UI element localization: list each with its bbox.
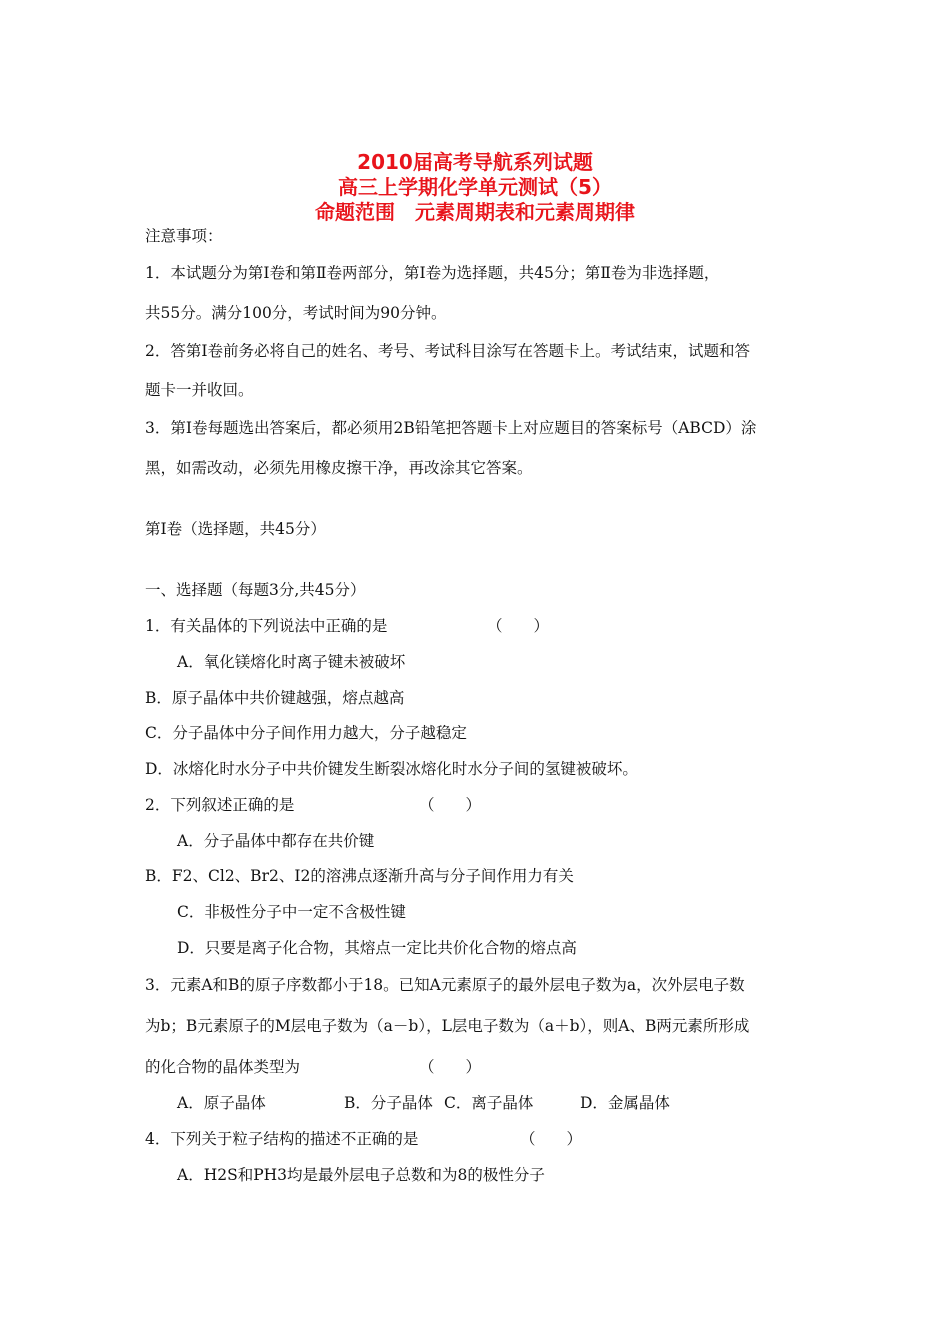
- question-1-answer-paren: （ ）: [487, 617, 550, 635]
- question-1-stem: 1．有关晶体的下列说法中正确的是: [145, 617, 388, 635]
- question-3-stem-line-3: 的化合物的晶体类型为: [145, 1058, 301, 1076]
- question-2-option-c: C．非极性分子中一定不含极性键: [177, 903, 406, 921]
- question-4-stem: 4．下列关于粒子结构的描述不正确的是: [145, 1130, 419, 1148]
- question-3-option-a: A．原子晶体: [177, 1094, 266, 1112]
- note-2-line-2: 题卡一并收回。: [145, 381, 254, 399]
- question-3-option-c: C．离子晶体: [444, 1094, 534, 1112]
- question-2-option-d: D．只要是离子化合物，其熔点一定比共价化合物的熔点高: [177, 939, 577, 957]
- note-3-line-1: 3．第Ⅰ卷每题选出答案后，都必须用2B铅笔把答题卡上对应题目的答案标号（ABCD）涂: [145, 419, 757, 437]
- question-3-option-d: D．金属晶体: [580, 1094, 670, 1112]
- question-2-answer-paren: （ ）: [419, 796, 482, 814]
- note-2-line-1: 2．答第Ⅰ卷前务必将自己的姓名、考号、考试科目涂写在答题卡上。考试结束，试题和答: [145, 342, 750, 360]
- note-3-line-2: 黑，如需改动，必须先用橡皮擦干净，再改涂其它答案。: [145, 459, 533, 477]
- note-1-line-2: 共55分。满分100分，考试时间为90分钟。: [145, 304, 447, 322]
- question-3-answer-paren: （ ）: [419, 1058, 482, 1076]
- title-block: [0, 150, 950, 225]
- question-1-option-b: B．原子晶体中共价键越强，熔点越高: [145, 689, 405, 707]
- question-1-option-a: A．氧化镁熔化时离子键未被破坏: [177, 653, 406, 671]
- question-3-stem-line-2: 为b；B元素原子的M层电子数为（a－b），L层电子数为（a＋b），则A、B两元素所形成: [145, 1017, 750, 1035]
- part-heading: 一、选择题（每题3分,共45分）: [145, 581, 366, 599]
- question-2-stem: 2．下列叙述正确的是: [145, 796, 295, 814]
- question-1-option-c: C．分子晶体中分子间作用力越大，分子越稳定: [145, 724, 467, 742]
- question-3-option-b: B．分子晶体: [344, 1094, 433, 1112]
- notes-heading: 注意事项：: [145, 227, 223, 245]
- question-2-option-a: A．分子晶体中都存在共价键: [177, 832, 375, 850]
- question-2-option-b: B．F2、Cl2、Br2、I2的溶沸点逐渐升高与分子间作用力有关: [145, 867, 574, 885]
- question-1-option-d: D．冰熔化时水分子中共价键发生断裂冰熔化时水分子间的氢键被破坏。: [145, 760, 638, 778]
- title-series: 2010届高考导航系列试题: [357, 150, 593, 174]
- title-test: 高三上学期化学单元测试（5）: [338, 175, 612, 199]
- question-3-stem-line-1: 3．元素A和B的原子序数都小于18。已知A元素原子的最外层电子数为a，次外层电子数: [145, 976, 745, 994]
- question-4-answer-paren: （ ）: [520, 1130, 583, 1148]
- title-scope: 命题范围 元素周期表和元素周期律: [315, 200, 635, 224]
- note-1-line-1: 1．本试题分为第Ⅰ卷和第Ⅱ卷两部分，第Ⅰ卷为选择题，共45分；第Ⅱ卷为非选择题，: [145, 264, 720, 282]
- question-4-option-a: A．H2S和PH3均是最外层电子总数和为8的极性分子: [177, 1166, 545, 1184]
- volume-heading: 第Ⅰ卷（选择题，共45分）: [145, 520, 326, 538]
